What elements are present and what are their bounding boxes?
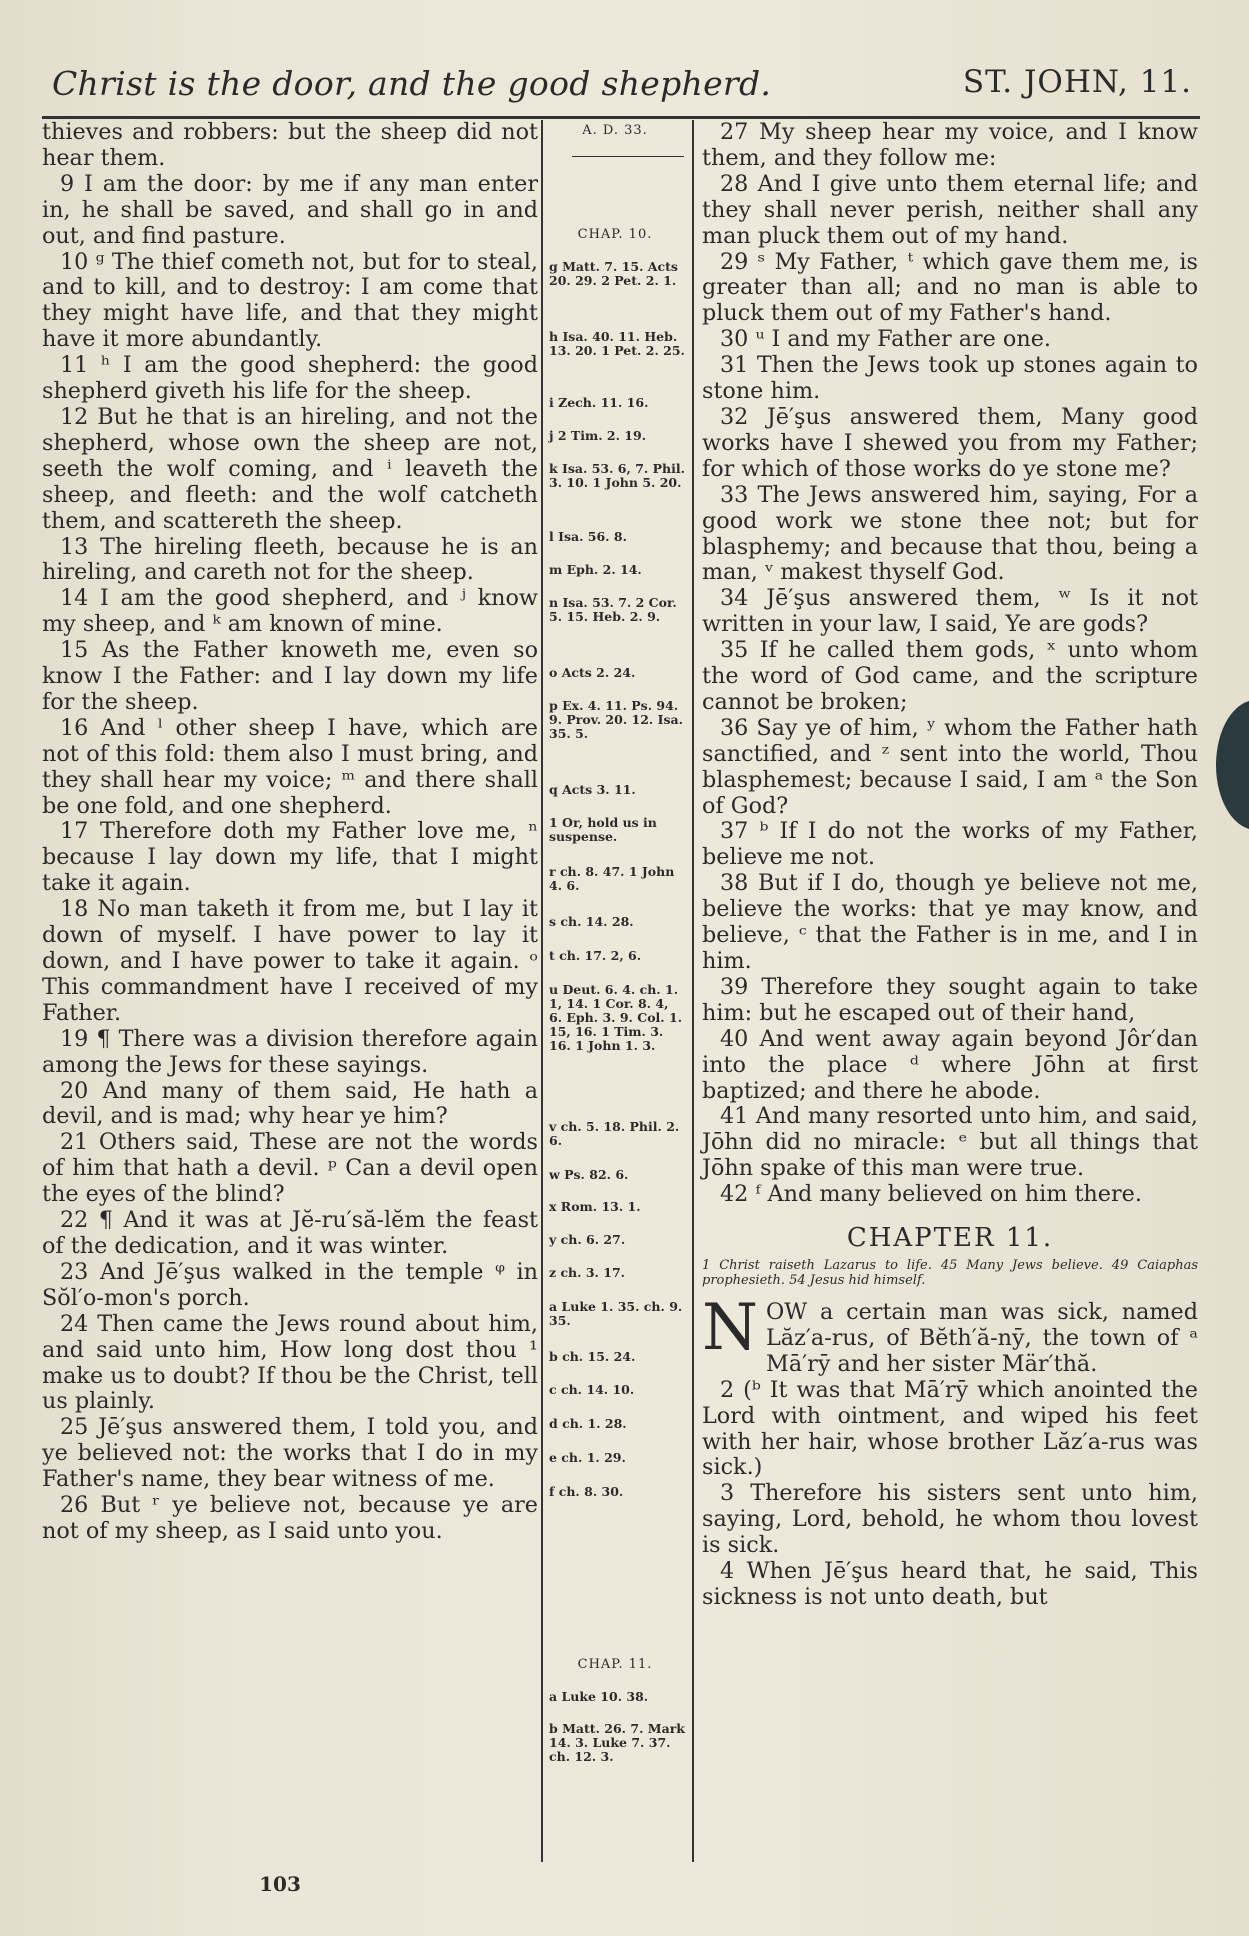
verse: 24 Then came the Jews round about him, and said unto him, How long dost thou ¹ make us to doubt? If thou be the Christ, tell us plainly. [42,1310,538,1415]
cross-reference: a Luke 10. 38. [549,1689,649,1704]
cross-reference: u Deut. 6. 4. ch. 1. 1, 14. 1 Cor. 8. 4, 6. Eph. 3. 9. Col. 1. 15, 16. 1 Tim. 3. 16. 1 John 1. 3. [549,982,683,1053]
cross-reference: b ch. 15. 24. [549,1349,636,1364]
cross-reference: f ch. 8. 30. [549,1484,624,1499]
cross-reference: j 2 Tim. 2. 19. [549,428,647,443]
cross-reference: l Isa. 56. 8. [549,529,627,544]
column-rule-right [692,120,694,1862]
verse: 21 Others said, These are not the words of him that hath a devil. ᵖ Can a devil open the eyes of the blind? [42,1129,538,1208]
verse: 15 As the Father knoweth me, even so know I the Father: and I lay down my life for the sheep. [42,637,538,715]
verse: 38 But if I do, though ye believe not me, believe the works: that ye may know, and believe, ᶜ that the Father is in me, and I in him. [702,870,1198,974]
cross-reference: v ch. 5. 18. Phil. 2. 6. [549,1119,680,1148]
cross-reference: t ch. 17. 2, 6. [549,948,642,963]
column-rule-left [541,120,543,1862]
drop-cap: N [702,1290,758,1365]
chapter-10-ref-label: CHAP. 10. [577,227,653,242]
verse: 29 ˢ My Father, ᵗ which gave them me, is greater than all; and no man is able to pluck them out of my Father's hand. [702,248,1198,327]
cross-reference: b Matt. 26. 7. Mark 14. 3. Luke 7. 37. ch. 12. 3. [549,1721,685,1764]
chapter-summary: 1 Christ raiseth Lazarus to life. 45 Many Jews believe. 49 Caiaphas prophesieth. 54 Jesus hid himself. [702,1257,1198,1288]
chapter-11-ref-label: CHAP. 11. [577,1657,653,1672]
cross-reference: s ch. 14. 28. [549,914,634,929]
cross-reference: e ch. 1. 29. [549,1450,626,1465]
verse: 34 Jē′şus answered them, ʷ Is it not written in your law, I said, Ye are gods? [702,585,1198,638]
cross-reference: o Acts 2. 24. [549,665,636,680]
verse: 32 Jē′şus answered them, Many good works have I shewed you from my Father; for which of those works do ye stone me? [702,403,1198,482]
verse: 26 But ʳ ye believe not, because ye are not of my sheep, as I said unto you. [42,1492,538,1544]
binder-ring-hole [1216,700,1249,830]
cross-reference: n Isa. 53. 7. 2 Cor. 5. 15. Heb. 2. 9. [549,595,677,624]
verse: 35 If he called them gods, ˣ unto whom the word of God came, and the scripture cannot be broken; [702,637,1198,715]
book-chapter-label: ST. JOHN, 11. [962,64,1192,100]
verse: 37 ᵇ If I do not the works of my Father, believe me not. [702,818,1198,871]
verse: 18 No man taketh it from me, but I lay it down of myself. I have power to lay it down, and I have power to take it again. ᵒ This commandment have I received of my Father. [42,896,538,1026]
verse: 23 And Jē′şus walked in the temple ᵠ in Sŏl′o-mon's porch. [42,1258,538,1311]
left-text-column [42,120,538,1545]
cross-reference: r ch. 8. 47. 1 John 4. 6. [549,864,675,893]
cross-reference: a Luke 1. 35. ch. 9. 35. [549,1299,683,1328]
verse: 20 And many of them said, He hath a devil, and is mad; why hear ye him? [42,1077,538,1130]
chapter-heading: CHAPTER 11. [846,1223,1054,1254]
verse: 19 ¶ There was a division therefore again among the Jews for these sayings. [42,1025,538,1078]
verse-first [702,1290,1198,1378]
verse: 42 ᶠ And many believed on him there. [720,1181,1142,1208]
verse: 3 Therefore his sisters sent unto him, saying, Lord, behold, he whom thou lovest is sick. [702,1480,1198,1559]
cross-reference: q Acts 3. 11. [549,782,636,797]
verse: 10 ᵍ The thief cometh not, but for to steal, and to kill, and to destroy: I am come that they might have life, and that they might have it more abundantly. [42,248,538,353]
cross-reference: h Isa. 40. 11. Heb. 13. 20. 1 Pet. 2. 25. [549,329,685,358]
cross-reference: p Ex. 4. 11. Ps. 94. 9. Prov. 20. 12. Isa. 35. 5. [549,698,683,741]
cross-reference: z ch. 3. 17. [549,1265,626,1280]
cross-reference: m Eph. 2. 14. [549,562,642,577]
verse: 25 Jē′şus answered them, I told you, and ye believed not: the works that I do in my Father's name, they bear witness of me. [42,1414,538,1493]
year-label: A. D. 33. [582,123,648,138]
verse: 12 But he that is an hireling, and not the shepherd, whose own the sheep are not, seeth the wolf coming, and ⁱ leaveth the sheep, and fleeth: and the wolf catcheth them, and scattereth the sheep. [42,403,538,534]
verse: 27 My sheep hear my voice, and I know them, and they follow me: [702,119,1198,171]
verse: 17 Therefore doth my Father love me, ⁿ because I lay down my life, that I might take it again. [42,818,538,897]
verse: 40 And went away again beyond Jôr′dan into the place ᵈ where Jōhn at first baptized; and there he abode. [702,1025,1198,1104]
verse: 31 Then the Jews took up stones again to stone him. [702,352,1198,405]
verse: 9 I am the door: by me if any man enter in, he shall be saved, and shall go in and out, and find pasture. [42,170,538,249]
margin-note: 1 Or, hold us in suspense. [549,815,657,844]
cross-reference: w Ps. 82. 6. [549,1167,629,1182]
verse: 14 I am the good shepherd, and ʲ know my sheep, and ᵏ am known of mine. [42,585,538,638]
verse: 22 ¶ And it was at Jĕ-ru′să-lĕm the feast of the dedication, and it was winter. [42,1207,538,1259]
running-title: Christ is the door, and the good shepherd. [52,64,772,103]
verse: 2 (ᵇ It was that Mā′rȳ which anointed the Lord with ointment, and wiped his feet with her hair, whose brother Lăz′a-rus was sick.) [702,1376,1198,1481]
verse: 16 And ˡ other sheep I have, which are not of this fold: them also I must bring, and they shall hear my voice; ᵐ and there shall be one fold, and one shepherd. [42,714,538,819]
cross-reference: y ch. 6. 27. [549,1232,626,1247]
verse: 39 Therefore they sought again to take him: but he escaped out of their hand, [702,973,1198,1026]
verse: 33 The Jews answered him, saying, For a good work we stone thee not; but for blasphemy; and because that thou, being a man, ᵛ makest thyself God. [702,481,1198,586]
cross-reference: x Rom. 13. 1. [549,1199,641,1214]
verse: thieves and robbers: but the sheep did not hear them. [42,119,538,171]
cross-reference: k Isa. 53. 6, 7. Phil. 3. 10. 1 John 5. 20. [549,461,685,490]
verse-text: OW a certain man was sick, named Lăz′a-rus, of Bĕth′ă-nȳ, the town of ᵃ Mā′rȳ and her sister Mär′thă. [766,1298,1198,1377]
verse: 36 Say ye of him, ʸ whom the Father hath sanctified, and ᶻ sent into the world, Thou blasphemest; because I said, I am ᵃ the Son of God? [702,714,1198,819]
page-header [52,64,1192,114]
verse: 4 When Jē′şus heard that, he said, This sickness is not unto death, but [702,1558,1198,1610]
page-number: 103 [259,1872,301,1896]
verse: 11 ʰ I am the good shepherd: the good shepherd giveth his life for the sheep. [42,352,538,405]
cross-reference: c ch. 14. 10. [549,1382,635,1397]
cross-reference: d ch. 1. 28. [549,1416,627,1431]
verse: 30 ᵘ I and my Father are one. [720,326,1051,353]
cross-reference: g Matt. 7. 15. Acts 20. 29. 2 Pet. 2. 1. [549,259,678,288]
cross-reference: i Zech. 11. 16. [549,395,649,410]
ad-rule [572,156,684,157]
verse: 13 The hireling fleeth, because he is an hireling, and careth not for the sheep. [42,533,538,586]
verse: 28 And I give unto them eternal life; and they shall never perish, neither shall any man pluck them out of my hand. [702,170,1198,249]
verse: 41 And many resorted unto him, and said, Jōhn did no miracle: ᵉ but all things that Jōhn spake of this man were true. [702,1103,1198,1182]
right-text-column [702,120,1198,1611]
